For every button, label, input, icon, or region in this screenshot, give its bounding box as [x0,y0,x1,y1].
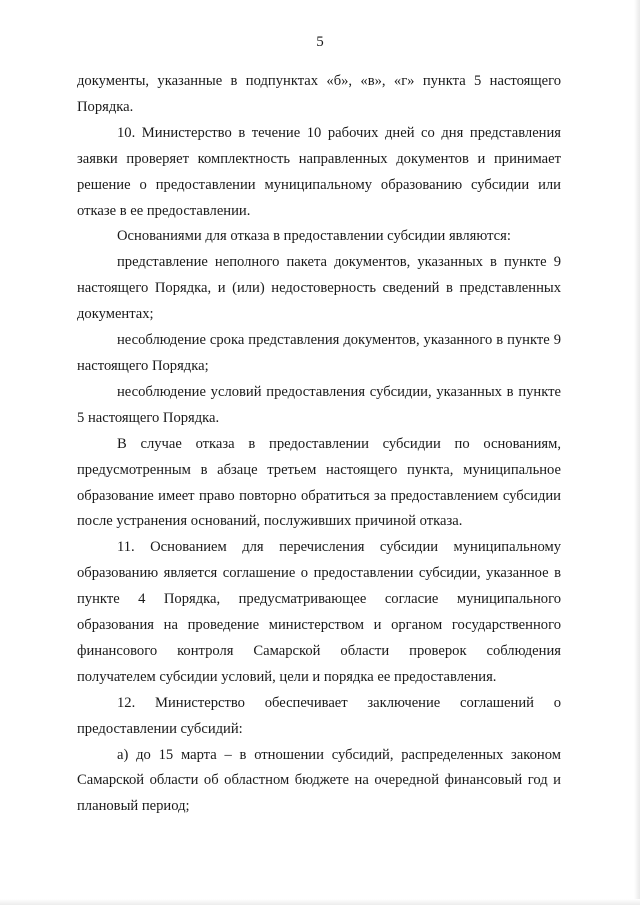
page-bottom-shadow [0,899,640,905]
paragraph-item-11: 11. Основанием для перечисления субсидии муниципальному образованию является соглашение о предоставлении субсидии, указанное в пункте 4 Порядка, предусматривающее согласие муниципального образования на проведение министерством и органом государственного финансового контроля Самарской области проверок соблюдения получателем субсидии условий, цели и порядка ее предоставления. [77,539,561,685]
paragraph-item-10: 10. Министерство в течение 10 рабочих дней со дня представления заявки проверяет комплектность направленных документов и принимает решение о предоставлении муниципальному образованию субсидии или отказе в ее предоставлении. [77,124,561,219]
paragraph-refusal-ground-3: несоблюдение условий предоставления субсидии, указанных в пункте 5 настоящего Порядка. [77,383,561,426]
paragraph-item-12-a: а) до 15 марта – в отношении субсидий, распределенных законом Самарской области об областном бюджете на очередной финансовый год и плановый период; [77,746,561,815]
page-edge-shadow [634,0,640,905]
paragraph-refusal-ground-2: несоблюдение срока представления документов, указанного в пункте 9 настоящего Порядка; [77,332,561,374]
page-number: 5 [316,34,324,50]
paragraph-continuation: документы, указанные в подпунктах «б», «в», «г» пункта 5 настоящего Порядка. [77,73,561,115]
paragraph-refusal-grounds-intro: Основаниями для отказа в предоставлении субсидии являются: [117,228,511,245]
document-body [77,69,561,820]
paragraph-item-12: 12. Министерство обеспечивает заключение соглашений о предоставлении субсидий: [77,694,561,737]
paragraph-refusal-ground-1: представление неполного пакета документов, указанных в пункте 9 настоящего Порядка, и (или) недостоверность сведений в представленных документах; [77,254,561,323]
paragraph-refusal-consequence: В случае отказа в предоставлении субсидии по основаниям, предусмотренным в абзаце третьем настоящего пункта, муниципальное образование имеет право повторно обратиться за предоставлением субсидии после устранения оснований, послуживших причиной отказа. [77,435,561,530]
